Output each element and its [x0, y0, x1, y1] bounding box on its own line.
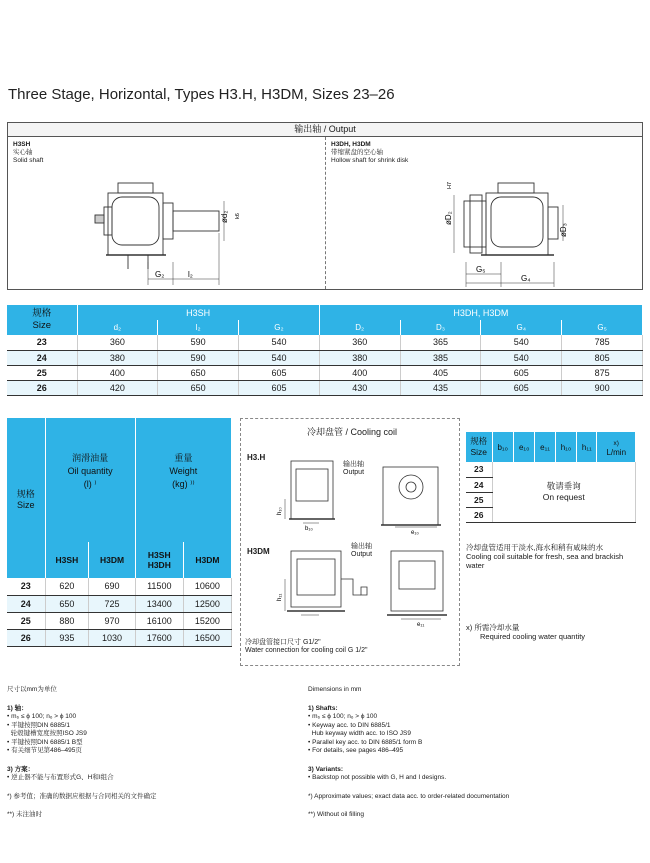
table-cell: 540 — [481, 350, 562, 365]
table-cell: 360 — [319, 335, 400, 350]
table-cell: 650 — [45, 595, 89, 612]
water-quantity-note: x) 所需冷却水量 Required cooling water quantity — [466, 623, 586, 641]
footnotes-chinese — [7, 686, 297, 830]
size-cell: 24 — [7, 350, 77, 365]
table-cell: 420 — [77, 380, 158, 395]
output-heading: 输出轴 / Output — [8, 123, 642, 137]
table-row — [7, 595, 232, 612]
col-header: e₁₀ — [513, 432, 534, 462]
solid-shaft-caption: H3SH 实心轴 Solid shaft — [13, 141, 44, 164]
table-cell: 540 — [481, 335, 562, 350]
size-cell: 25 — [7, 612, 45, 629]
table-cell: 590 — [158, 335, 239, 350]
table-cell: 785 — [562, 335, 643, 350]
table-cell: 725 — [89, 595, 135, 612]
size-cell: 25 — [7, 365, 77, 380]
table-cell: 16500 — [183, 629, 231, 646]
subcol-header: H3SH — [45, 542, 89, 578]
table-row — [466, 462, 636, 477]
col-header: b₁₀ — [492, 432, 513, 462]
table-cell: 590 — [158, 350, 239, 365]
table-cell: 360 — [77, 335, 158, 350]
table-cell: 880 — [45, 612, 89, 629]
oil-weight-table — [7, 418, 232, 647]
col-header: h₁₀ — [555, 432, 576, 462]
table-cell: 405 — [400, 365, 481, 380]
size-cell: 25 — [466, 492, 492, 507]
weight-header: 重量 Weight (kg) ⁾⁾ — [135, 418, 231, 542]
col-header: l₂ — [158, 320, 239, 335]
solid-shaft-drawing — [8, 137, 326, 291]
variant-notes: 3) 方案： • 逆止器不能与布置形式G、H和I组合 — [7, 765, 114, 781]
table-cell: 13400 — [135, 595, 183, 612]
table-row — [7, 612, 232, 629]
footnotes-english — [308, 686, 638, 830]
dims-note: Dimensions in mm — [308, 686, 362, 693]
table-row — [7, 365, 643, 380]
e10-label: e₁₀ — [411, 530, 419, 536]
size-header: 规格 Size — [466, 432, 492, 462]
water-connection-note: 冷却盘管接口尺寸 G1/2" Water connection for cooling coil G 1/2" — [245, 639, 368, 654]
col-header: h₁₁ — [577, 432, 597, 462]
h10-label: h₁₀ — [277, 507, 283, 515]
e11-label: e₁₁ — [417, 622, 425, 628]
size-cell: 26 — [466, 507, 492, 522]
dimension-table — [7, 305, 643, 396]
col-header: D₂ — [319, 320, 400, 335]
col-header: G₄ — [481, 320, 562, 335]
table-cell: 435 — [400, 380, 481, 395]
h3dh-group-header: H3DH, H3DM — [319, 305, 642, 320]
output-label-top: 输出轴 Output — [343, 461, 365, 476]
table-cell: 430 — [319, 380, 400, 395]
size-cell: 23 — [7, 335, 77, 350]
table-cell: 605 — [239, 380, 320, 395]
table-cell: 605 — [481, 365, 562, 380]
cooling-coil-note: 冷却盘管适用于淡水,海水和稍有咸味的水 Cooling coil suitable for fresh, sea and brackish water — [466, 543, 624, 570]
table-cell: 805 — [562, 350, 643, 365]
b10-label: b₁₀ — [305, 526, 313, 532]
h3sh-group-header: H3SH — [77, 305, 319, 320]
table-cell: 605 — [239, 365, 320, 380]
reference-note: *) Approximate values; exact data acc. to order-related documentation — [308, 792, 510, 800]
table-cell: 875 — [562, 365, 643, 380]
oil-fill-note: **) Without oil filling — [308, 811, 364, 818]
table-row — [7, 335, 643, 350]
table-cell: 540 — [239, 335, 320, 350]
size-cell: 23 — [466, 462, 492, 477]
table-cell: 380 — [319, 350, 400, 365]
table-cell: 400 — [319, 365, 400, 380]
cooling-coil-title: 冷却盘管 / Cooling coil — [307, 427, 398, 437]
size-header: 规格 Size — [7, 305, 77, 335]
output-label-bottom: 输出轴 Output — [351, 543, 373, 558]
subcol-header: H3DM — [183, 542, 231, 578]
size-cell: 24 — [7, 595, 45, 612]
table-cell: 11500 — [135, 578, 183, 595]
cooling-coil-drawing — [241, 419, 461, 667]
table-cell: 380 — [77, 350, 158, 365]
D3-label: øD₃ — [559, 223, 568, 237]
hollow-shaft-drawing — [326, 137, 644, 291]
table-cell: 12500 — [183, 595, 231, 612]
size-cell: 26 — [7, 629, 45, 646]
table-cell: 17600 — [135, 629, 183, 646]
size-cell: 23 — [7, 578, 45, 595]
h11-label: h₁₁ — [277, 593, 283, 601]
hollow-shaft-caption: H3DH, H3DM 带缩紧盘的空心轴 Hollow shaft for shrink disk — [331, 141, 409, 164]
col-header: D₃ — [400, 320, 481, 335]
cooling-coil-section — [240, 418, 460, 666]
col-header: x) L/min — [597, 432, 636, 462]
shaft-notes: 1) 轴： • m₆ ≤ ϕ 100; n₆ > ϕ 100 • 平键按照DIN 6885/1 轮毂键槽宽度按照ISO JS9 • 平键按照DIN 6885/1 B型 • 有关细节见第486–495页 — [7, 704, 87, 754]
size-header: 规格 Size — [7, 418, 45, 578]
shaft-notes: 1) Shafts: • m₆ ≤ ϕ 100; n₆ > ϕ 100 • Keyway acc. to DIN 6885/1 Hub keyway width acc. to ISO JS9 • Parallel key acc. to DIN 6885/1 form B • For details, see pages 486–495 — [308, 704, 423, 754]
table-cell: 650 — [158, 380, 239, 395]
col-header: G₅ — [562, 320, 643, 335]
hollow-shaft-panel — [326, 137, 642, 289]
table-cell: 365 — [400, 335, 481, 350]
variant-notes: 3) Variants: • Backstop not possible with G, H and I designs. — [308, 765, 447, 781]
dims-note: 尺寸以mm为单位 — [7, 686, 57, 693]
subcol-header: H3SH H3DH — [135, 542, 183, 578]
cooling-coil-dimension-table — [466, 432, 636, 523]
oil-fill-note: **) 未注油时 — [7, 811, 43, 818]
table-cell: 10600 — [183, 578, 231, 595]
table-cell: 385 — [400, 350, 481, 365]
table-cell: 400 — [77, 365, 158, 380]
table-cell: 605 — [481, 380, 562, 395]
h3h-label: H3.H — [247, 453, 266, 462]
table-row — [7, 578, 232, 595]
output-section — [7, 122, 643, 290]
table-row — [7, 350, 643, 365]
table-cell: 540 — [239, 350, 320, 365]
h3dm-label: H3DM — [247, 547, 270, 556]
table-cell: 970 — [89, 612, 135, 629]
table-row — [7, 380, 643, 395]
table-cell: 15200 — [183, 612, 231, 629]
k6-label: k6 — [235, 213, 241, 219]
on-request-cell: 敬请垂询 On request — [492, 462, 636, 522]
col-header: d₂ — [77, 320, 158, 335]
page-title: Three Stage, Horizontal, Types H3.H, H3DM, Sizes 23–26 — [8, 86, 395, 103]
g2-label: G₂ — [155, 270, 165, 279]
size-cell: 24 — [466, 477, 492, 492]
g4-label: G₄ — [521, 274, 531, 283]
table-cell: 650 — [158, 365, 239, 380]
g5-label: G₅ — [476, 265, 486, 274]
solid-shaft-panel — [8, 137, 326, 289]
D2-label: øD₂ — [444, 211, 453, 225]
l2-label: l₂ — [188, 270, 193, 279]
table-row — [7, 629, 232, 646]
col-header: G₂ — [239, 320, 320, 335]
table-cell: 620 — [45, 578, 89, 595]
table-cell: 690 — [89, 578, 135, 595]
table-cell: 935 — [45, 629, 89, 646]
subcol-header: H3DM — [89, 542, 135, 578]
h7-label: H7 — [447, 181, 453, 189]
table-cell: 1030 — [89, 629, 135, 646]
col-header: e₁₁ — [535, 432, 555, 462]
d2-label: ød₂ — [220, 210, 229, 223]
reference-note: *) 参考值；准确的数据应根据与合同相关的文件确定 — [7, 792, 157, 800]
table-cell: 16100 — [135, 612, 183, 629]
table-cell: 900 — [562, 380, 643, 395]
size-cell: 26 — [7, 380, 77, 395]
oil-quantity-header: 润滑油量 Oil quantity (l) ⁾ — [45, 418, 135, 542]
